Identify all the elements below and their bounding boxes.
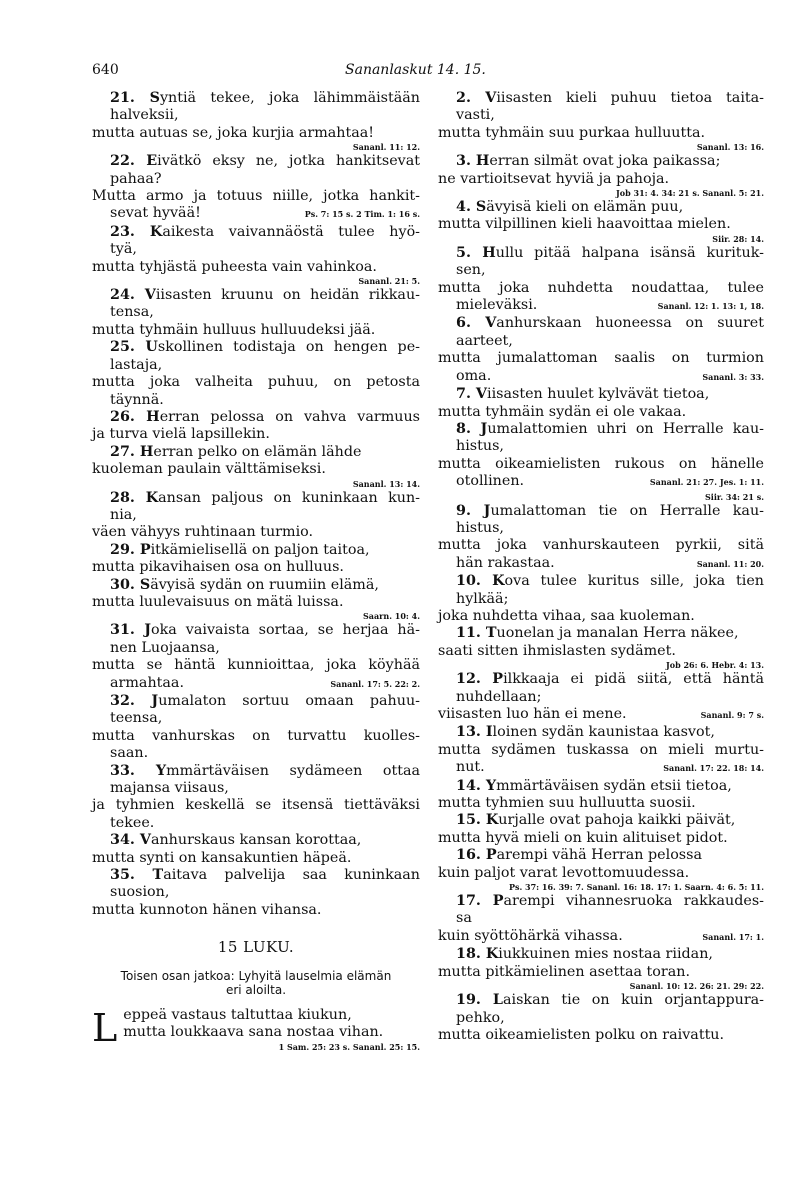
verse-line: 4. Sävyisä kieli on elämän puu, bbox=[456, 199, 684, 216]
verse-line: 29. Pitkämielisellä on paljon taitoa, bbox=[110, 541, 370, 558]
scripture-reference: Siir. 28: 14. bbox=[712, 233, 764, 244]
verse-line bbox=[92, 675, 420, 693]
verse-line: suosion, bbox=[110, 884, 170, 901]
verse-line: mutta luulevaisuus on mätä luissa. bbox=[92, 593, 344, 610]
verse-line: saan. bbox=[110, 745, 149, 762]
verse-line: 5. Hullu pitää halpana isänsä kurituk- bbox=[456, 244, 764, 261]
verse-line: 9. Jumalattoman tie on Herralle kau- bbox=[456, 502, 764, 519]
verse-line: 14. Ymmärtäväisen sydän etsii tietoa, bbox=[456, 777, 732, 794]
verse-text: viisasten luo hän ei mene. bbox=[438, 706, 627, 722]
drop-cap: L bbox=[92, 1005, 118, 1050]
verse-line: sa bbox=[456, 910, 472, 927]
verse-line: 12. Pilkkaaja ei pidä siitä, että häntä bbox=[456, 671, 764, 688]
verse-line bbox=[438, 759, 764, 777]
verse-line: tekee. bbox=[110, 814, 155, 831]
verse-line: 33. Ymmärtäväisen sydämeen ottaa bbox=[110, 762, 420, 779]
verse-text: armahtaa. bbox=[110, 674, 184, 691]
scripture-reference: Ps. 37: 16. 39: 7. Sananl. 16: 18. 17: 1. Saarn. 4: 6. 5: 11. bbox=[508, 882, 764, 893]
verse-line: 26. Herran pelossa on vahva varmuus bbox=[110, 408, 420, 425]
verse-text: hän rakastaa. bbox=[456, 554, 555, 571]
verse-line bbox=[92, 205, 420, 223]
left-column bbox=[92, 90, 420, 1053]
verse-line: 6. Vanhurskaan huoneessa on suuret bbox=[456, 315, 764, 332]
page-number: 640 bbox=[92, 62, 119, 78]
verse-line: mutta oikeamielisten rukous on hänelle bbox=[438, 455, 764, 472]
scripture-reference: Sananl. 11: 20. bbox=[696, 558, 764, 569]
verse-line: mutta tyhmien suu hulluutta suosii. bbox=[438, 795, 696, 812]
scripture-reference: Job 26: 6. Hebr. 4: 13. bbox=[665, 660, 764, 671]
verse-line: 15. Kurjalle ovat pahoja kaikki päivät, bbox=[456, 812, 736, 829]
verse-line: 24. Viisasten kruunu on heidän rikkau- bbox=[110, 287, 420, 304]
verse-line: 18. Kiukkuinen mies nostaa riidan, bbox=[456, 946, 713, 963]
verse-line: mutta tyhmäin hulluus hulluudeksi jää. bbox=[92, 321, 376, 338]
verse-line: mutta vanhurskas on turvattu kuolles- bbox=[92, 727, 420, 744]
scripture-reference: Sananl. 17: 22. 18: 14. bbox=[663, 763, 764, 774]
verse-line: täynnä. bbox=[110, 391, 164, 408]
verse-line: mutta autuas se, joka kurjia armahtaa! bbox=[92, 124, 375, 141]
scripture-reference: Sananl. 11: 12. bbox=[352, 142, 420, 153]
chapter-opening bbox=[92, 1007, 420, 1053]
scripture-reference: Sananl. 10: 12. 26: 21. 29: 22. bbox=[629, 981, 764, 992]
verse-line: histus, bbox=[456, 438, 504, 455]
verse-line bbox=[438, 706, 764, 724]
verse-line: väen vähyys ruhtinaan turmio. bbox=[92, 524, 314, 541]
verse-line: teensa, bbox=[110, 710, 163, 727]
verse-line: mutta joka nuhdetta noudattaa, tulee bbox=[438, 279, 764, 296]
verse-line: mutta jumalattoman saalis on turmion bbox=[438, 350, 764, 367]
verse-line: kuoleman paulain välttämiseksi. bbox=[92, 461, 326, 478]
verse-line: 10. Kova tulee kuritus sille, joka tien bbox=[456, 573, 764, 590]
verse-line: 13. Iloinen sydän kaunistaa kasvot, bbox=[456, 724, 715, 741]
verse-line: nia, bbox=[110, 506, 137, 523]
verse-line: aarteet, bbox=[456, 332, 513, 349]
verse-line: mutta oikeamielisten polku on raivattu. bbox=[438, 1026, 725, 1043]
opening-line-2: mutta loukkaava sana nostaa vihan. bbox=[123, 1024, 384, 1041]
verse-line: majansa viisaus, bbox=[110, 780, 229, 797]
verse-line: mutta vilpillinen kieli haavoittaa mielen. bbox=[438, 216, 731, 233]
verse-line: mutta synti on kansakuntien häpeä. bbox=[92, 849, 352, 866]
verse-line bbox=[438, 297, 764, 315]
scripture-reference: Sananl. 17: 1. bbox=[702, 931, 764, 942]
verse-line: ja tyhmien keskellä se itsensä tiettäväksi bbox=[92, 797, 420, 814]
verse-line: nen Luojaansa, bbox=[110, 639, 220, 656]
verse-line: 31. Joka vaivaista sortaa, se herjaa hä- bbox=[110, 622, 420, 639]
verse-line: ja turva vielä lapsillekin. bbox=[92, 426, 270, 443]
verse-line: 8. Jumalattomien uhri on Herralle kau- bbox=[456, 420, 764, 437]
verse-line: 17. Parempi vihannesruoka rakkaudes- bbox=[456, 893, 764, 910]
verse-line: 28. Kansan paljous on kuninkaan kun- bbox=[110, 489, 420, 506]
chapter-subtitle-2: eri aloilta. bbox=[225, 982, 287, 997]
scripture-reference: Sananl. 13: 16. bbox=[696, 142, 764, 153]
verse-line: mutta pitkämielinen asettaa toran. bbox=[438, 963, 691, 980]
verse-text: sevat hyvää! bbox=[110, 205, 201, 222]
verse-line: joka nuhdetta vihaa, saa kuoleman. bbox=[438, 607, 695, 624]
right-verses bbox=[438, 90, 764, 1044]
scripture-reference: Siir. 34: 21 s. bbox=[705, 491, 764, 502]
verse-line: 19. Laiskan tie on kuin orjantappura- bbox=[456, 992, 765, 1009]
verse-line: mutta joka vanhurskauteen pyrkii, sitä bbox=[438, 537, 764, 554]
verse-line: tyä, bbox=[110, 241, 137, 258]
verse-line: Mutta armo ja totuus niille, jotka hankit- bbox=[92, 188, 420, 205]
scripture-reference: Ps. 7: 15 s. 2 Tim. 1: 16 s. bbox=[304, 209, 420, 220]
verse-line: 21. Syntiä tekee, joka lähimmäistään bbox=[110, 90, 420, 106]
verse-line bbox=[438, 368, 764, 386]
verse-line: lastaja, bbox=[110, 356, 163, 373]
verse-line: mutta joka valheita puhuu, on petosta bbox=[92, 374, 420, 391]
chapter-title: 15 LUKU. bbox=[217, 938, 295, 957]
scripture-reference: Sananl. 13: 14. bbox=[352, 478, 420, 489]
scripture-reference: Sananl. 17: 5. 22: 2. bbox=[330, 678, 420, 689]
verse-line: mutta hyvä mieli on kuin alituiset pidot. bbox=[438, 829, 728, 846]
verse-line: saati sitten ihmislasten sydämet. bbox=[438, 642, 676, 659]
verse-line: halveksii, bbox=[110, 107, 179, 124]
scripture-reference: Job 31: 4. 34: 21 s. Sananl. 5: 21. bbox=[616, 188, 764, 199]
verse-line: tensa, bbox=[110, 304, 154, 321]
verse-line: 25. Uskollinen todistaja on hengen pe- bbox=[110, 339, 420, 356]
verse-line: 22. Eivätkö eksy ne, jotka hankitsevat bbox=[110, 153, 421, 170]
verse-line: 35. Taitava palvelija saa kuninkaan bbox=[110, 867, 420, 884]
verse-text: otollinen. bbox=[456, 473, 525, 490]
scripture-reference: Saarn. 10: 4. bbox=[363, 611, 420, 622]
verse-line: mutta sydämen tuskassa on mieli murtu- bbox=[438, 741, 764, 758]
verse-line: 23. Kaikesta vaivannäöstä tulee hyö- bbox=[110, 223, 421, 240]
verse-line: ne vartioitsevat hyviä ja pahoja. bbox=[438, 170, 670, 187]
verse-text: oma. bbox=[456, 367, 492, 384]
scripture-reference: Sananl. 21: 27. Jes. 1: 11. bbox=[649, 477, 764, 488]
verse-line: mutta tyhjästä puheesta vain vahinkoa. bbox=[92, 258, 377, 275]
scripture-reference: Sananl. 3: 33. bbox=[702, 371, 764, 382]
verse-text: kuin syöttöhärkä vihassa. bbox=[438, 927, 623, 944]
verse-line: 7. Viisasten huulet kylvävät tietoa, bbox=[456, 386, 710, 403]
verse-line bbox=[438, 555, 764, 573]
verse-line: pahaa? bbox=[110, 170, 162, 187]
verse-line: mutta se häntä kunnioittaa, joka köyhää bbox=[92, 657, 420, 674]
verse-line: 11. Tuonelan ja manalan Herra näkee, bbox=[456, 625, 739, 642]
verse-line: 16. Parempi vähä Herran pelossa bbox=[456, 847, 702, 864]
verse-line: 27. Herran pelko on elämän lähde bbox=[110, 443, 362, 460]
opening-line-1: eppeä vastaus taltuttaa kiukun, bbox=[123, 1006, 352, 1023]
right-column bbox=[438, 90, 764, 1044]
verse-line: sen, bbox=[456, 262, 486, 279]
verse-line: mutta kunnoton hänen vihansa. bbox=[92, 901, 322, 918]
verse-line: mutta tyhmäin sydän ei ole vakaa. bbox=[438, 403, 687, 420]
scripture-reference: Sananl. 12: 1. 13: 1, 18. bbox=[657, 301, 764, 312]
scripture-reference: Sananl. 21: 5. bbox=[358, 276, 420, 287]
verse-line: mutta tyhmäin suu purkaa hulluutta. bbox=[438, 124, 706, 141]
verse-line: 3. Herran silmät ovat joka paikassa; bbox=[456, 153, 721, 170]
verse-line: mutta pikavihaisen osa on hulluus. bbox=[92, 559, 344, 576]
verse-line: vasti, bbox=[456, 107, 495, 124]
verse-line: 30. Sävyisä sydän on ruumiin elämä, bbox=[110, 576, 379, 593]
verse-line bbox=[438, 928, 764, 946]
verse-line: 34. Vanhurskaus kansan korottaa, bbox=[110, 832, 362, 849]
verse-line: kuin paljot varat levottomuudessa. bbox=[438, 864, 690, 881]
left-verses bbox=[92, 90, 420, 919]
opening-reference: 1 Sam. 25: 23 s. Sananl. 25: 15. bbox=[278, 1041, 420, 1052]
verse-line: pehko, bbox=[456, 1009, 505, 1026]
verse-line: 2. Viisasten kieli puhuu tietoa taita- bbox=[456, 90, 764, 106]
scripture-reference: Sananl. 9: 7 s. bbox=[700, 710, 764, 720]
verse-line bbox=[438, 473, 764, 491]
verse-line: 32. Jumalaton sortuu omaan pahuu- bbox=[110, 693, 420, 709]
verse-line: nuhdellaan; bbox=[456, 688, 542, 705]
verse-line: histus, bbox=[456, 519, 504, 536]
verse-text: nut. bbox=[456, 759, 485, 776]
chapter-subtitle-1: Toisen osan jatkoa: Lyhyitä lauselmia elämän bbox=[120, 968, 392, 983]
running-title: Sananlaskut 14. 15. bbox=[345, 62, 486, 78]
verse-line: hylkää; bbox=[456, 590, 509, 607]
verse-text: mieleväksi. bbox=[456, 297, 538, 314]
